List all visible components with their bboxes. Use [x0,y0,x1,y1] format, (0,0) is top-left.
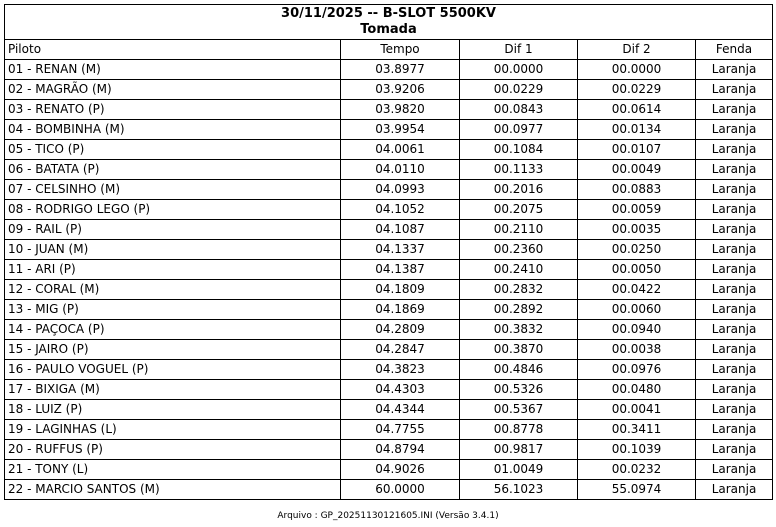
cell-piloto: 07 - CELSINHO (M) [5,180,341,200]
cell-dif1: 00.8778 [460,420,578,440]
cell-dif1: 00.0977 [460,120,578,140]
cell-piloto: 11 - ARI (P) [5,260,341,280]
cell-dif2: 00.0041 [578,400,696,420]
report-title: 30/11/2025 -- B-SLOT 5500KV [281,6,496,21]
cell-dif1: 00.2832 [460,280,578,300]
cell-tempo: 04.4344 [341,400,460,420]
column-header-dif1: Dif 1 [460,40,578,60]
cell-dif1: 00.5367 [460,400,578,420]
cell-tempo: 04.1809 [341,280,460,300]
cell-tempo: 04.1337 [341,240,460,260]
cell-piloto: 01 - RENAN (M) [5,60,341,80]
cell-fenda: Laranja [696,100,773,120]
cell-fenda: Laranja [696,360,773,380]
cell-tempo: 04.1087 [341,220,460,240]
table-row [5,340,773,360]
cell-dif1: 56.1023 [460,480,578,500]
table-row [5,280,773,300]
table-row [5,440,773,460]
table-row [5,360,773,380]
cell-piloto: 10 - JUAN (M) [5,240,341,260]
cell-dif1: 00.1133 [460,160,578,180]
table-row [5,180,773,200]
title-row [5,5,773,40]
cell-dif2: 00.0480 [578,380,696,400]
cell-dif2: 00.0059 [578,200,696,220]
cell-piloto: 15 - JAIRO (P) [5,340,341,360]
cell-tempo: 03.9206 [341,80,460,100]
cell-dif1: 00.2892 [460,300,578,320]
cell-piloto: 16 - PAULO VOGUEL (P) [5,360,341,380]
cell-dif1: 00.3832 [460,320,578,340]
table-row [5,60,773,80]
table-row [5,160,773,180]
file-info-footer: Arquivo : GP_20251130121605.INI (Versão 3.4.1) [277,511,499,521]
table-row [5,100,773,120]
cell-dif1: 00.2410 [460,260,578,280]
column-header-row [5,40,773,60]
table-row [5,420,773,440]
cell-piloto: 22 - MARCIO SANTOS (M) [5,480,341,500]
cell-tempo: 04.8794 [341,440,460,460]
cell-piloto: 09 - RAIL (P) [5,220,341,240]
cell-dif1: 00.2016 [460,180,578,200]
cell-piloto: 17 - BIXIGA (M) [5,380,341,400]
cell-dif1: 00.0843 [460,100,578,120]
cell-tempo: 04.2847 [341,340,460,360]
cell-piloto: 05 - TICO (P) [5,140,341,160]
cell-piloto: 13 - MIG (P) [5,300,341,320]
cell-fenda: Laranja [696,80,773,100]
results-table [4,4,773,500]
cell-fenda: Laranja [696,180,773,200]
column-header-piloto: Piloto [5,40,341,60]
cell-tempo: 04.0110 [341,160,460,180]
cell-dif2: 00.0883 [578,180,696,200]
cell-tempo: 04.3823 [341,360,460,380]
table-row [5,140,773,160]
cell-dif2: 00.0035 [578,220,696,240]
cell-piloto: 06 - BATATA (P) [5,160,341,180]
cell-piloto: 08 - RODRIGO LEGO (P) [5,200,341,220]
cell-dif2: 00.0614 [578,100,696,120]
cell-tempo: 03.9954 [341,120,460,140]
cell-fenda: Laranja [696,440,773,460]
cell-tempo: 03.8977 [341,60,460,80]
column-header-dif2: Dif 2 [578,40,696,60]
table-row [5,240,773,260]
cell-tempo: 04.1387 [341,260,460,280]
table-row [5,320,773,340]
cell-tempo: 04.1052 [341,200,460,220]
cell-fenda: Laranja [696,300,773,320]
cell-tempo: 04.0061 [341,140,460,160]
cell-dif2: 00.0940 [578,320,696,340]
report-subtitle: Tomada [360,22,417,37]
cell-fenda: Laranja [696,240,773,260]
cell-piloto: 20 - RUFFUS (P) [5,440,341,460]
results-body [5,60,773,500]
cell-fenda: Laranja [696,320,773,340]
cell-tempo: 03.9820 [341,100,460,120]
cell-piloto: 14 - PAÇOCA (P) [5,320,341,340]
cell-piloto: 19 - LAGINHAS (L) [5,420,341,440]
cell-dif1: 00.0000 [460,60,578,80]
column-header-fenda: Fenda [696,40,773,60]
cell-fenda: Laranja [696,400,773,420]
cell-dif1: 00.4846 [460,360,578,380]
cell-fenda: Laranja [696,260,773,280]
cell-dif2: 00.0134 [578,120,696,140]
cell-tempo: 04.1869 [341,300,460,320]
cell-piloto: 21 - TONY (L) [5,460,341,480]
cell-fenda: Laranja [696,420,773,440]
cell-dif1: 00.0229 [460,80,578,100]
cell-dif2: 00.0232 [578,460,696,480]
table-row [5,80,773,100]
cell-dif2: 00.0038 [578,340,696,360]
table-row [5,120,773,140]
title-cell [5,5,773,40]
cell-fenda: Laranja [696,480,773,500]
cell-dif2: 00.0250 [578,240,696,260]
cell-dif1: 00.5326 [460,380,578,400]
cell-fenda: Laranja [696,120,773,140]
cell-dif2: 00.0000 [578,60,696,80]
cell-dif2: 00.0060 [578,300,696,320]
cell-dif2: 00.0422 [578,280,696,300]
table-row [5,460,773,480]
cell-dif2: 00.1039 [578,440,696,460]
cell-fenda: Laranja [696,60,773,80]
cell-dif2: 00.3411 [578,420,696,440]
cell-fenda: Laranja [696,200,773,220]
cell-fenda: Laranja [696,380,773,400]
cell-dif1: 00.2110 [460,220,578,240]
cell-dif2: 00.0976 [578,360,696,380]
table-row [5,380,773,400]
cell-piloto: 02 - MAGRÃO (M) [5,80,341,100]
cell-fenda: Laranja [696,280,773,300]
cell-piloto: 18 - LUIZ (P) [5,400,341,420]
cell-dif1: 00.2360 [460,240,578,260]
cell-fenda: Laranja [696,160,773,180]
cell-dif2: 00.0049 [578,160,696,180]
cell-dif1: 00.2075 [460,200,578,220]
cell-piloto: 03 - RENATO (P) [5,100,341,120]
cell-tempo: 04.7755 [341,420,460,440]
table-row [5,480,773,500]
cell-tempo: 04.4303 [341,380,460,400]
table-row [5,300,773,320]
cell-piloto: 12 - CORAL (M) [5,280,341,300]
cell-tempo: 04.9026 [341,460,460,480]
cell-tempo: 60.0000 [341,480,460,500]
cell-dif1: 01.0049 [460,460,578,480]
cell-piloto: 04 - BOMBINHA (M) [5,120,341,140]
cell-tempo: 04.0993 [341,180,460,200]
table-row [5,200,773,220]
cell-dif1: 00.3870 [460,340,578,360]
table-row [5,260,773,280]
cell-tempo: 04.2809 [341,320,460,340]
cell-dif2: 55.0974 [578,480,696,500]
cell-fenda: Laranja [696,340,773,360]
cell-dif1: 00.1084 [460,140,578,160]
cell-fenda: Laranja [696,460,773,480]
column-header-tempo: Tempo [341,40,460,60]
cell-dif2: 00.0107 [578,140,696,160]
cell-dif2: 00.0229 [578,80,696,100]
cell-fenda: Laranja [696,220,773,240]
cell-fenda: Laranja [696,140,773,160]
table-row [5,220,773,240]
cell-dif1: 00.9817 [460,440,578,460]
table-row [5,400,773,420]
cell-dif2: 00.0050 [578,260,696,280]
